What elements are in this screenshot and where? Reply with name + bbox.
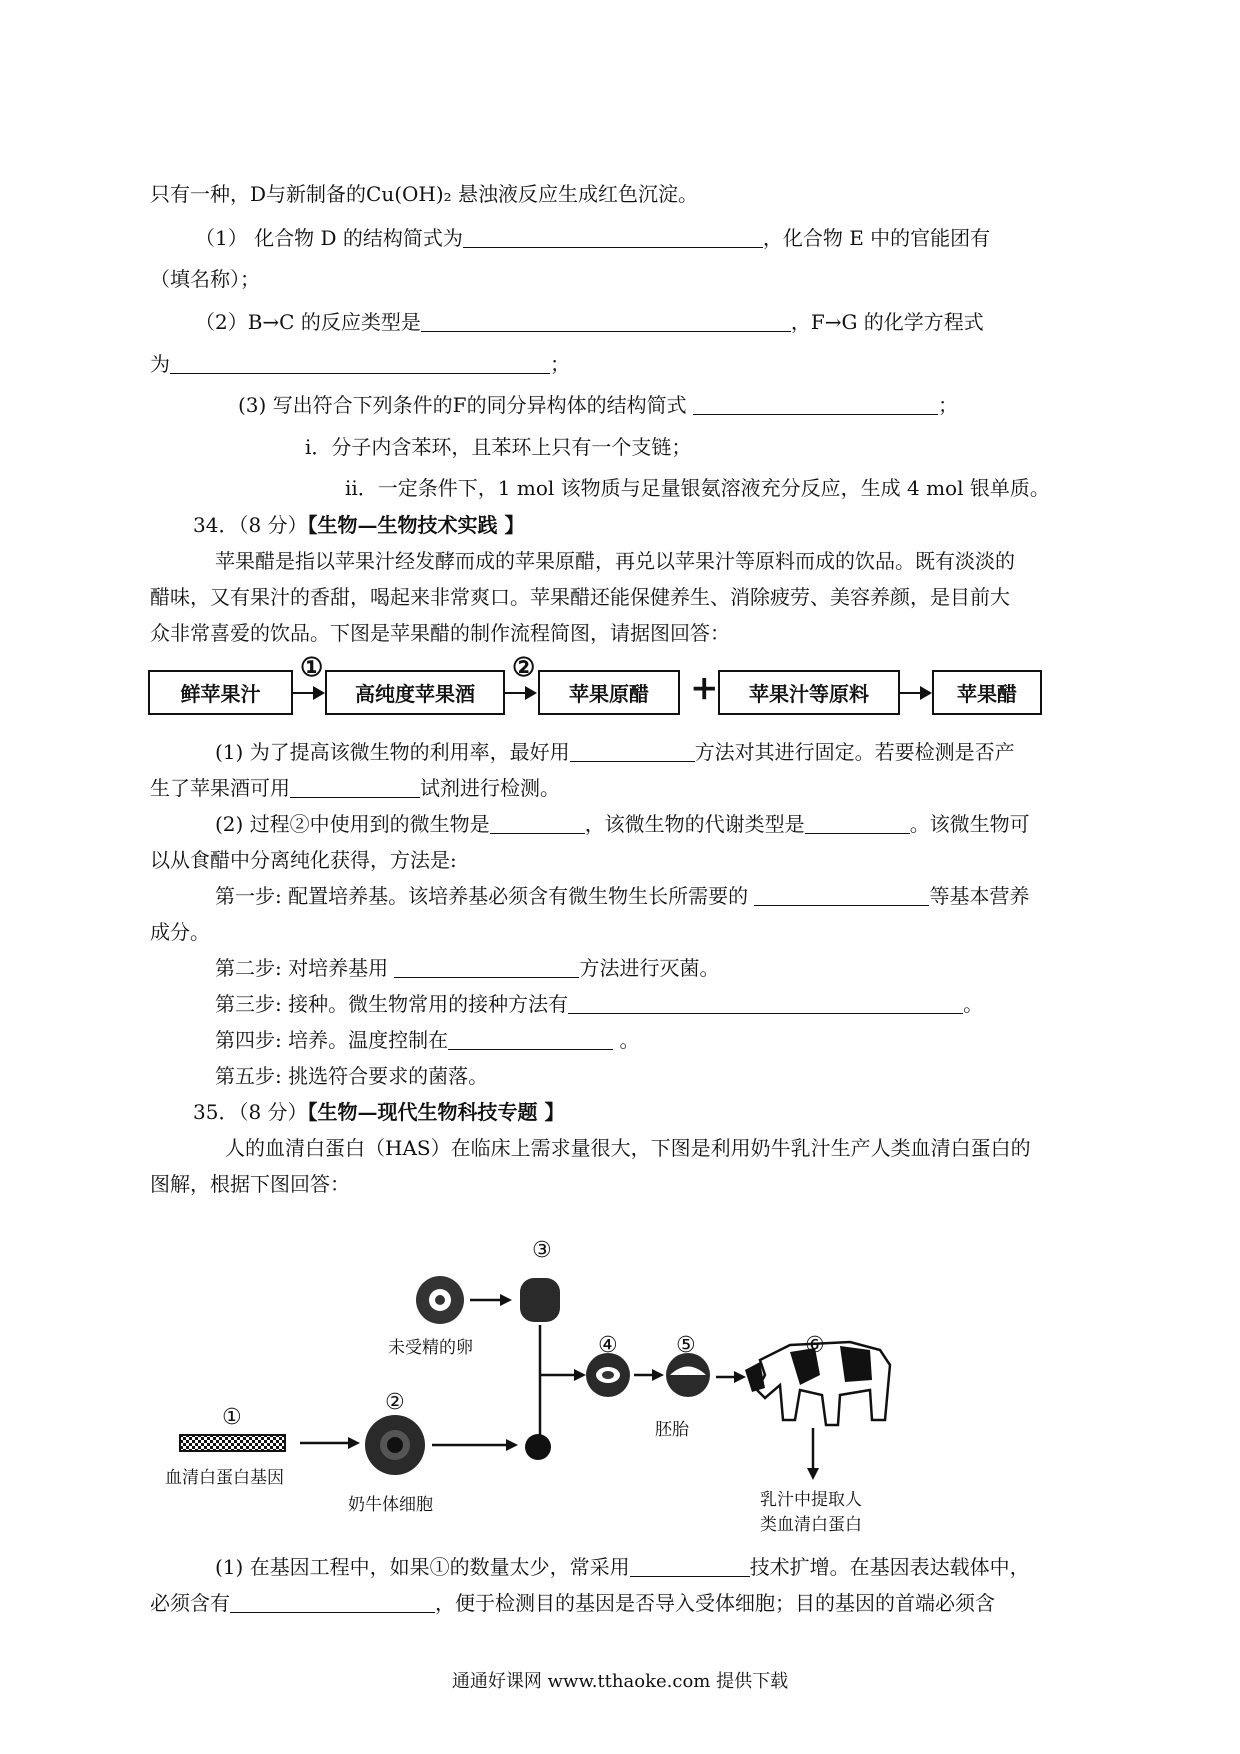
q34-step1-text: 第一步: 配置培养基。该培养基必须含有微生物生长所需要的 — [215, 884, 749, 908]
flow-box-fresh-juice: 鲜苹果汁 — [148, 670, 293, 715]
q35-sub1-text2: 技术扩增。在基因表达载体中， — [749, 1555, 1030, 1579]
q35-sub1-text3: 必须含有 — [150, 1591, 230, 1615]
q34-title: 【生物—生物技术实践 】 — [307, 513, 525, 537]
q35-sub1-cont — [150, 1589, 995, 1617]
label-milk-extract-1: 乳汁中提取人 — [760, 1490, 862, 1510]
flow-box-apple-vinegar: 苹果醋 — [932, 670, 1042, 715]
q33-sub2-text: （2）B→C 的反应类型是 — [195, 310, 421, 334]
q34-step2-text: 第二步: 对培养基用 — [215, 956, 389, 980]
label-milk-extract-2: 类血清白蛋白 — [760, 1515, 862, 1535]
q34-sub1-text2: 方法对其进行固定。若要检测是否产 — [694, 740, 1015, 764]
q33-sub3-text: (3) 写出符合下列条件的F的同分异构体的结构简式 — [238, 393, 687, 417]
q33-sub2-text4: ； — [550, 352, 570, 376]
q34-number: 34．（8 分） — [193, 513, 308, 537]
label-embryo: 胚胎 — [655, 1420, 689, 1440]
q34-step5: 第五步: 挑选符合要求的菌落。 — [215, 1064, 489, 1088]
q34-step4-text2: 。 — [619, 1028, 640, 1052]
q33-sub1-text2: ，化合物 E 中的官能团有 — [762, 226, 991, 250]
q34-step4-text: 第四步: 培养。温度控制在 — [215, 1028, 449, 1052]
label-1: ① — [222, 1405, 242, 1430]
label-5: ⑤ — [676, 1333, 696, 1358]
flow-step-1-label: ① — [300, 653, 324, 683]
label-6: ⑥ — [805, 1333, 825, 1358]
q34-intro-line: 众非常喜爱的饮品。下图是苹果醋的制作流程简图，请据图回答： — [150, 621, 730, 645]
flow-step-2-label: ② — [512, 653, 536, 683]
q35-sub1-text4: ，便于检测目的基因是否导入受体细胞；目的基因的首端必须含 — [435, 1591, 995, 1615]
q34-sub1-text3: 生了苹果酒可用 — [150, 776, 290, 800]
q33-condition-i: i．分子内含苯环，且苯环上只有一个支链； — [305, 435, 692, 459]
q33-sub1-cont: （填名称）； — [150, 267, 260, 291]
q35-sub1-text: (1) 在基因工程中，如果①的数量太少，常采用 — [215, 1555, 630, 1579]
q34-step3-text: 第三步: 接种。微生物常用的接种方法有 — [215, 992, 569, 1016]
q33-sub2-text3: 为 — [150, 352, 170, 376]
q34-step2-text2: 方法进行灭菌。 — [579, 956, 720, 980]
q33-sub3-text2: ； — [937, 393, 958, 417]
q34-step1-cont: 成分。 — [150, 920, 210, 944]
answer-blank[interactable] — [630, 1556, 750, 1577]
q35-number: 35．（8 分） — [193, 1100, 308, 1124]
enucleated-egg — [520, 1278, 560, 1322]
q33-condition-ii: ii．一定条件下，1 mol 该物质与足量银氨溶液充分反应，生成 4 mol 银单质。 — [345, 476, 1050, 500]
label-2: ② — [385, 1390, 405, 1415]
q33-sub2-text2: ，F→G 的化学方程式 — [790, 310, 984, 334]
label-cow-somatic-cell: 奶牛体细胞 — [348, 1495, 433, 1515]
q34-sub1-text: (1) 为了提高该微生物的利用率，最好用 — [215, 740, 570, 764]
q33-sub1-text: （1） 化合物 D 的结构简式为 — [195, 226, 463, 250]
label-3: ③ — [532, 1238, 552, 1263]
q35-intro-line: 人的血清白蛋白（HAS）在临床上需求量很大，下图是利用奶牛乳汁生产人类血清白蛋白的 — [225, 1136, 1031, 1160]
label-serum-albumin-gene: 血清白蛋白基因 — [165, 1468, 284, 1488]
label-4: ④ — [598, 1333, 618, 1358]
q34-sub2-text: (2) 过程②中使用到的微生物是 — [215, 812, 490, 836]
q34-intro-line: 醋味，又有果汁的香甜，喝起来非常爽口。苹果醋还能保健养生、消除疲劳、美容养颜，是目前大 — [150, 585, 1010, 609]
q34-sub2-cont: 以从食醋中分离纯化获得，方法是: — [150, 848, 457, 872]
flow-plus-sign: + — [690, 668, 719, 708]
q35-sub1 — [215, 1553, 1030, 1581]
q34-sub2-text2: ，该微生物的代谢类型是 — [584, 812, 805, 836]
q34-intro-line: 苹果醋是指以苹果汁经发酵而成的苹果原醋，再兑以苹果汁等原料而成的饮品。既有淡淡的 — [215, 549, 1015, 573]
answer-blank[interactable] — [230, 1592, 435, 1613]
q34-sub1-text4: 试剂进行检测。 — [420, 776, 560, 800]
label-unfertilized-egg: 未受精的卵 — [388, 1338, 473, 1358]
q35-intro-line: 图解，根据下图回答： — [150, 1172, 350, 1196]
q34-step3-text2: 。 — [963, 992, 984, 1016]
q33-text-line: 只有一种，D与新制备的Cu(OH)₂ 悬浊液反应生成红色沉淀。 — [150, 182, 699, 206]
q34-sub2-text3: 。该微生物可 — [909, 812, 1030, 836]
flow-box-apple-wine: 高纯度苹果酒 — [325, 670, 505, 715]
q35-title: 【生物—现代生物科技专题 】 — [307, 1100, 565, 1124]
flow-box-raw-vinegar: 苹果原醋 — [538, 670, 680, 715]
q34-step1-text2: 等基本营养 — [929, 884, 1030, 908]
reconstructed-cell — [525, 1434, 551, 1460]
page-footer: 通通好课网 www.tthaoke.com 提供下载 — [451, 1671, 789, 1692]
flow-box-juice-materials: 苹果汁等原料 — [718, 670, 900, 715]
